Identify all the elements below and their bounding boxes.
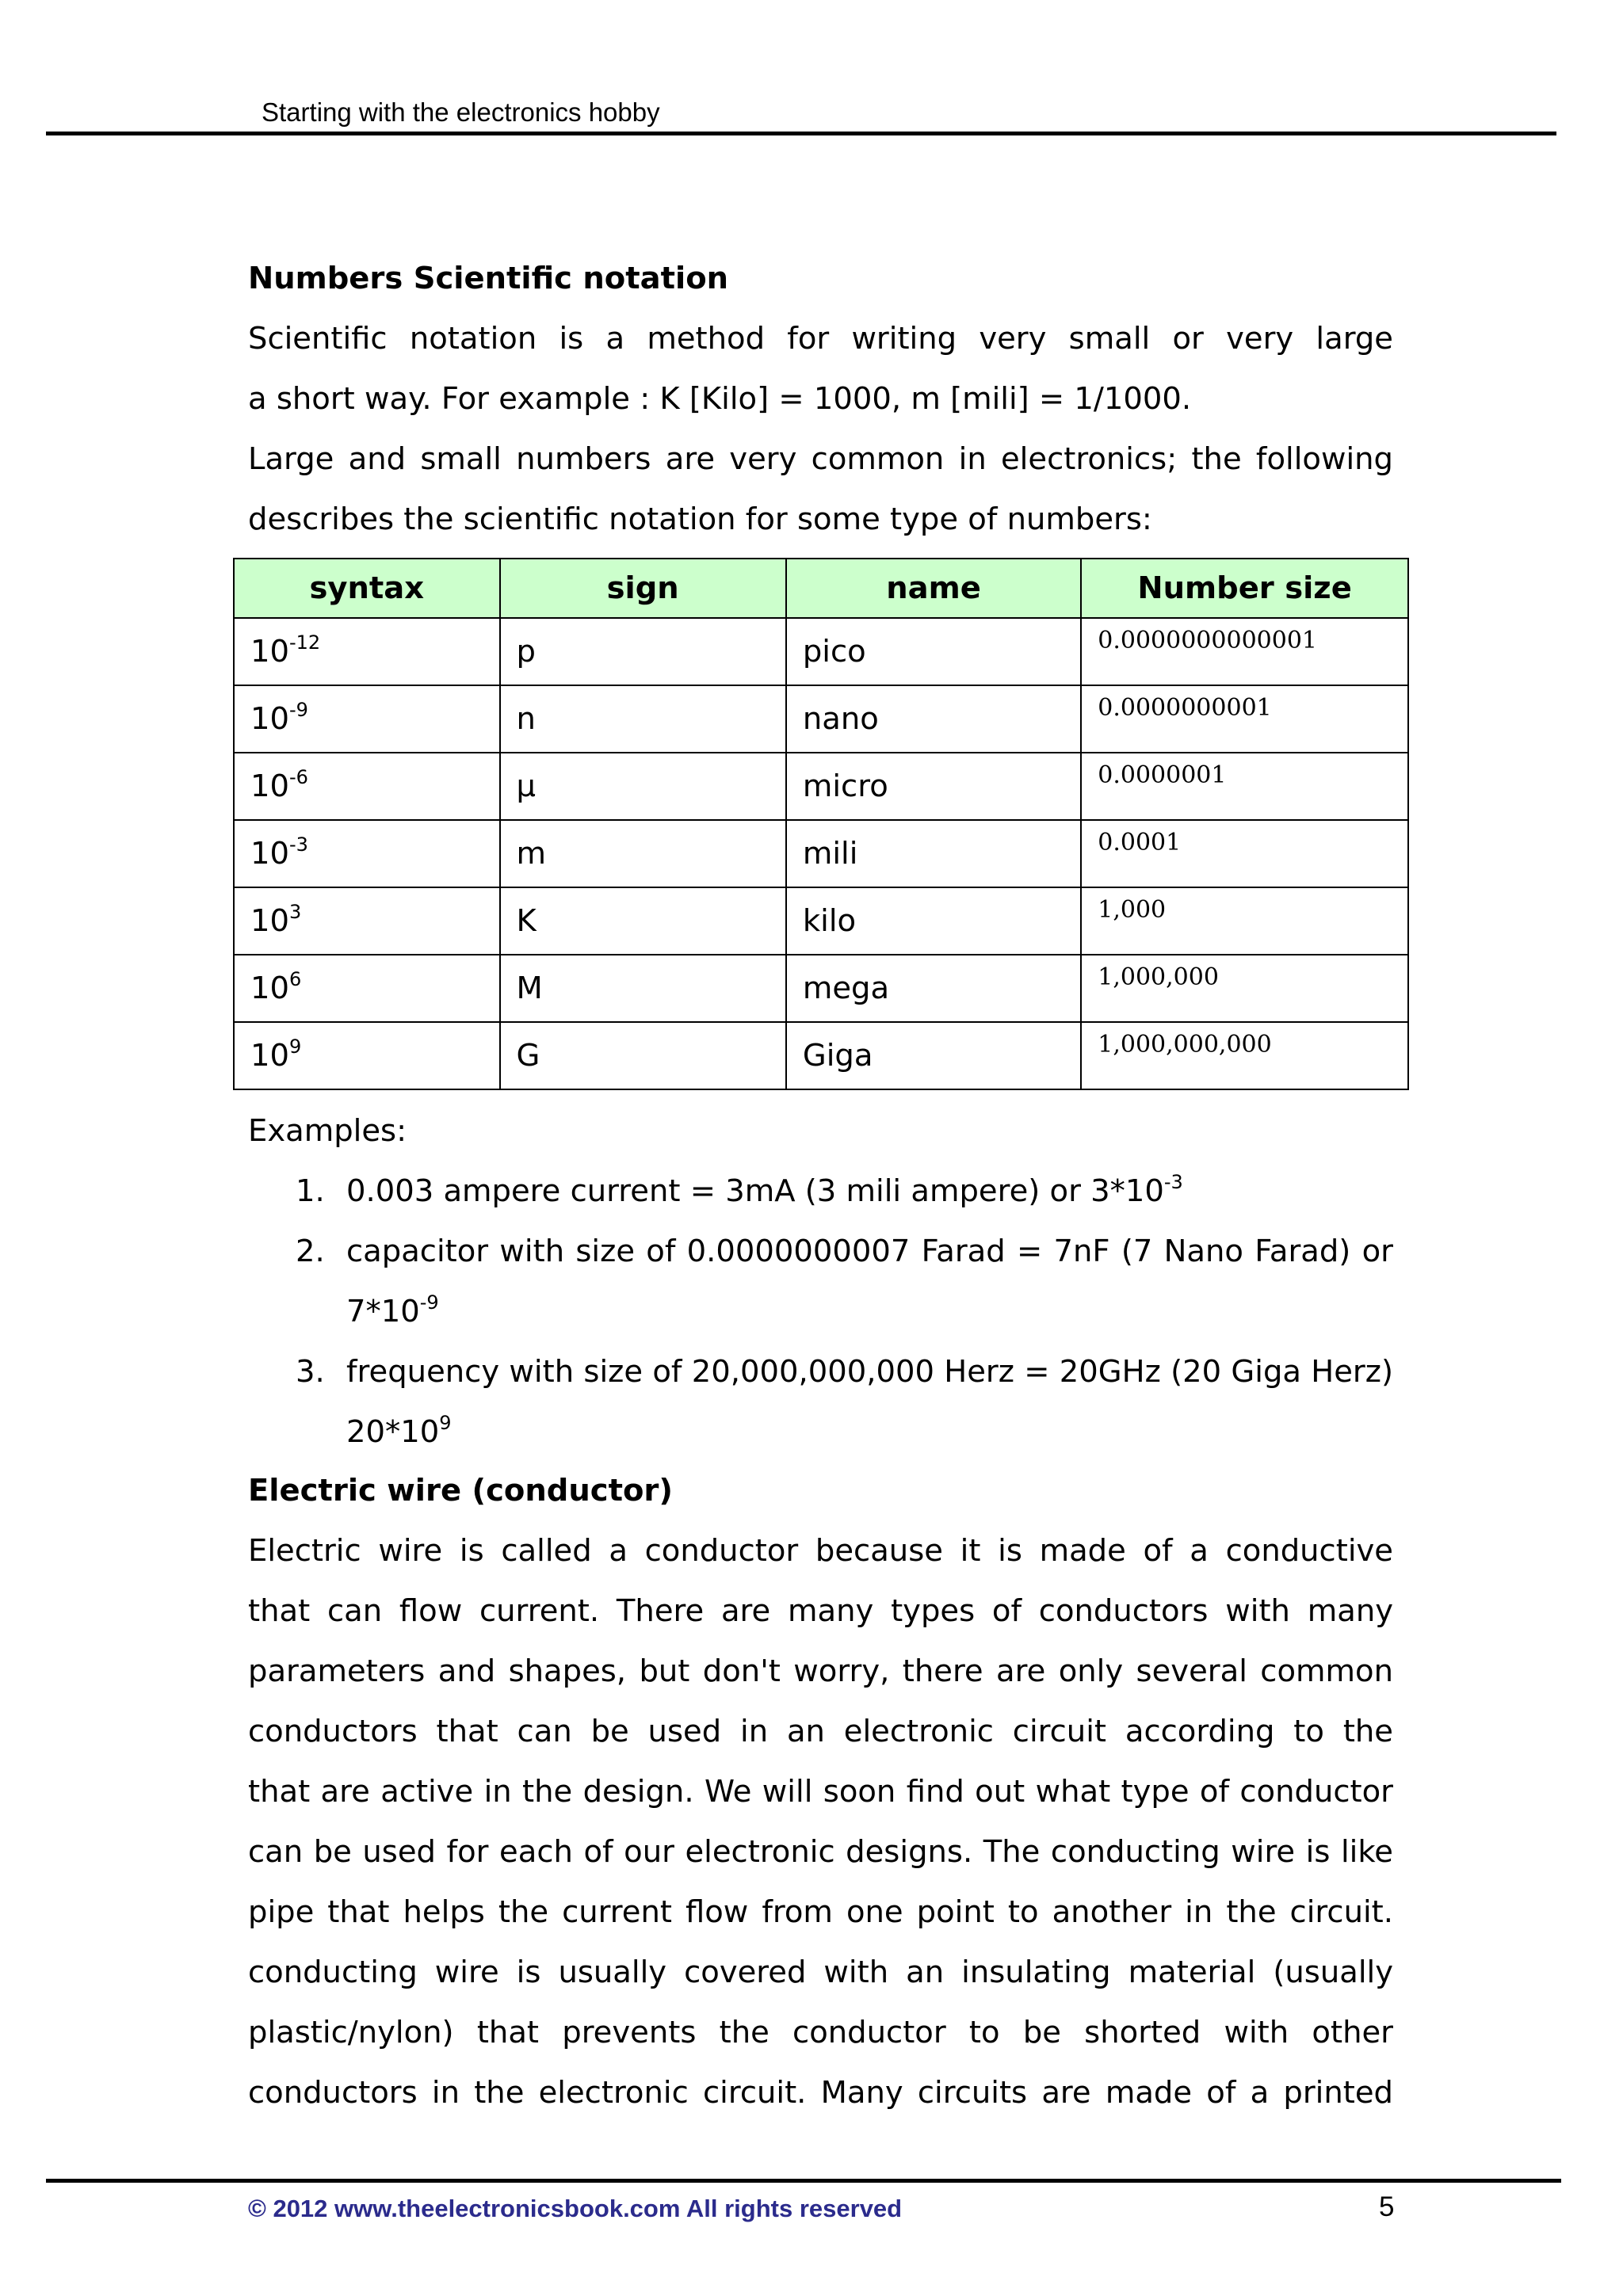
paragraph-line: can be used for each of our electronic designs. The conducting wire is like xyxy=(248,1834,1393,1870)
number-size-cell: 1,000,000 xyxy=(1081,955,1408,1022)
section-heading: Numbers Scientific notation xyxy=(248,261,729,296)
examples-label: Examples: xyxy=(248,1113,407,1149)
table-header-row xyxy=(234,559,1408,618)
examples-section xyxy=(248,1101,1393,1463)
paragraph-line: Electric wire is called a conductor because it is made of a conductive xyxy=(248,1533,1393,1569)
table-row xyxy=(234,955,1408,1022)
paragraph-line: Scientific notation is a method for writing very small or very large xyxy=(248,321,1393,357)
footer-copyright xyxy=(248,2193,902,2225)
syntax-cell: $10^{-3}$ xyxy=(234,820,500,887)
name-cell: micro xyxy=(786,753,1081,820)
sign-cell: G xyxy=(500,1022,786,1089)
sign-cell: p xyxy=(500,618,786,685)
table-row xyxy=(234,1022,1408,1089)
sign-cell: M xyxy=(500,955,786,1022)
example-line: $7*10^{-9}$ xyxy=(346,1291,439,1329)
footer-rights: All rights reserved xyxy=(685,2195,903,2222)
paragraph-line: that are active in the design. We will soon find out what type of conductor xyxy=(248,1774,1393,1810)
paragraph-line: describes the scientific notation for some type of numbers: xyxy=(248,502,1152,537)
table-row xyxy=(234,618,1408,685)
footer-site-link[interactable]: © 2012 www.theelectronicsbook.com xyxy=(248,2195,681,2222)
table-row xyxy=(234,685,1408,753)
name-cell: Giga xyxy=(786,1022,1081,1089)
paragraph-line: conductors in the electronic circuit. Many circuits are made of a printed xyxy=(248,2075,1393,2111)
sign-cell: µ xyxy=(500,753,786,820)
table-row xyxy=(234,820,1408,887)
number-size-cell: 0.0000000001 xyxy=(1081,685,1408,753)
list-item xyxy=(248,1161,1393,1222)
name-cell: kilo xyxy=(786,887,1081,955)
running-header: Starting with the electronics hobby xyxy=(262,97,660,127)
paragraph-line: parameters and shapes, but don't worry, there are only several common xyxy=(248,1653,1393,1689)
syntax-cell: $10^{-6}$ xyxy=(234,753,500,820)
section-scientific-notation xyxy=(248,249,1393,550)
example-line: $20*10^9$ xyxy=(346,1412,452,1450)
list-number: 3. xyxy=(296,1354,325,1390)
paragraph-line: pipe that helps the current flow from one point to another in the circuit. xyxy=(248,1894,1393,1930)
list-number: 2. xyxy=(296,1234,325,1269)
column-header-number-size: Number size xyxy=(1081,559,1408,618)
list-number: 1. xyxy=(296,1173,325,1209)
header-rule xyxy=(46,132,1556,135)
table-row xyxy=(234,753,1408,820)
paragraph-line: plastic/nylon) that prevents the conductor to be shorted with other xyxy=(248,2015,1393,2050)
page-number: 5 xyxy=(1379,2191,1395,2222)
example-line: capacitor with size of 0.0000000007 Farad = 7nF (7 Nano Farad) or xyxy=(346,1234,1393,1269)
paragraph-line: that can flow current. There are many types of conductors with many xyxy=(248,1593,1393,1629)
name-cell: mili xyxy=(786,820,1081,887)
example-line: frequency with size of 20,000,000,000 Herz = 20GHz (20 Giga Herz) xyxy=(346,1354,1393,1390)
sign-cell: n xyxy=(500,685,786,753)
number-size-cell: 0.0001 xyxy=(1081,820,1408,887)
name-cell: nano xyxy=(786,685,1081,753)
number-size-cell: 1,000 xyxy=(1081,887,1408,955)
number-size-cell: 1,000,000,000 xyxy=(1081,1022,1408,1089)
list-item xyxy=(248,1342,1393,1463)
number-size-cell: 0.0000001 xyxy=(1081,753,1408,820)
syntax-cell: $10^3$ xyxy=(234,887,500,955)
section-heading: Electric wire (conductor) xyxy=(248,1473,674,1508)
column-header-sign: sign xyxy=(500,559,786,618)
paragraph-line: Large and small numbers are very common in electronics; the following xyxy=(248,441,1393,477)
paragraph-line: a short way. For example : K [Kilo] = 1000, m [mili] = 1/1000. xyxy=(248,381,1192,417)
paragraph-line: conductors that can be used in an electronic circuit according to the xyxy=(248,1714,1393,1749)
paragraph-line: conducting wire is usually covered with an insulating material (usually xyxy=(248,1955,1393,1990)
table-row xyxy=(234,887,1408,955)
number-size-cell: 0.0000000000001 xyxy=(1081,618,1408,685)
name-cell: mega xyxy=(786,955,1081,1022)
syntax-cell: $10^{-12}$ xyxy=(234,618,500,685)
footer-rule xyxy=(46,2179,1561,2183)
example-line: 0.003 ampere current = 3mA (3 mili ampere) or $3*10^{-3}$ xyxy=(346,1171,1183,1209)
section-electric-wire xyxy=(248,1461,1393,2123)
column-header-name: name xyxy=(786,559,1081,618)
sign-cell: K xyxy=(500,887,786,955)
syntax-cell: $10^9$ xyxy=(234,1022,500,1089)
syntax-cell: $10^6$ xyxy=(234,955,500,1022)
list-item xyxy=(248,1222,1393,1342)
sign-cell: m xyxy=(500,820,786,887)
scientific-notation-table xyxy=(233,558,1409,1090)
name-cell: pico xyxy=(786,618,1081,685)
syntax-cell: $10^{-9}$ xyxy=(234,685,500,753)
column-header-syntax: syntax xyxy=(234,559,500,618)
